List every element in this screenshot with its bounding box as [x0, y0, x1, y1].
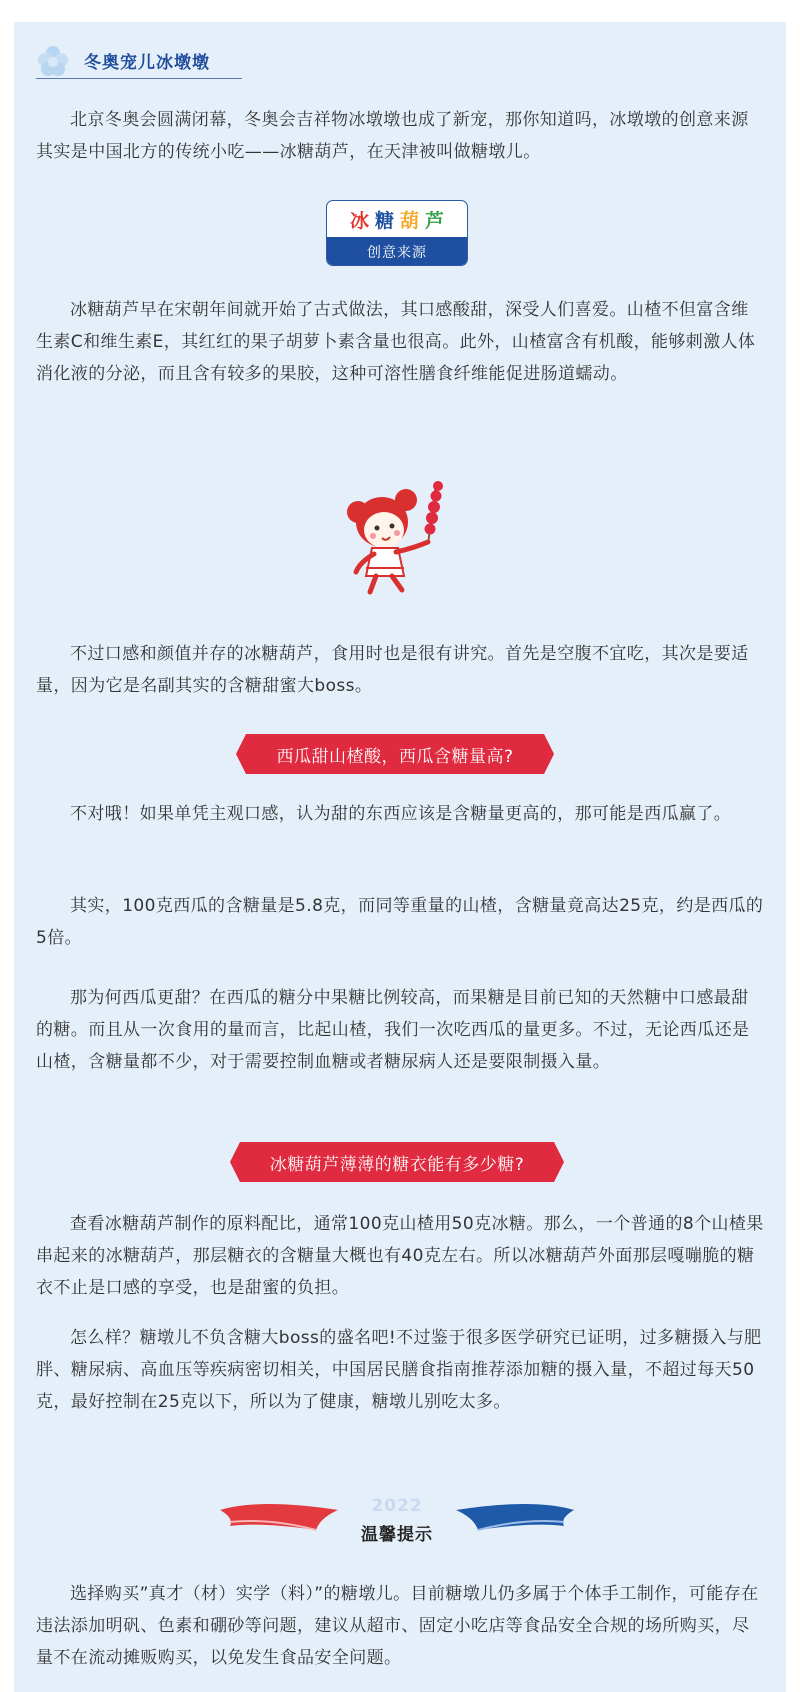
watermelon-paragraph-2: 其实，100克西瓜的含糖量是5.8克，而同等重量的山楂，含糖量竟高达25克，约是西瓜的5倍。 [36, 896, 764, 948]
question-banner-sugar-coating [230, 1142, 564, 1182]
snowflake-flower-icon [36, 44, 70, 78]
tips-year: 2022 [371, 1496, 423, 1516]
warm-tips-header [220, 1496, 574, 1556]
watermelon-paragraph-3: 那为何西瓜更甜？在西瓜的糖分中果糖比例较高，而果糖是目前已知的天然糖中口感最甜的糖。而且从一次食用的量而言，比起山楂，我们一次吃西瓜的量更多。不过，无论西瓜还是山楂，含糖量都不少，对于需要控制血糖或者糖尿病人还是要限制摄入量。 [36, 988, 750, 1072]
badge-char: 葫 [400, 209, 426, 232]
banner-text: 冰糖葫芦薄薄的糖衣能有多少糖? [269, 1154, 525, 1175]
history-paragraph: 冰糖葫芦早在宋朝年间就开始了古式做法，其口感酸甜，深受人们喜爱。山楂不但富含维生素C和维生素E，其红红的果子胡萝卜素含量也很高。此外，山楂富含有机酸，能够刺激人体消化液的分泌，而且含有较多的果胶，这种可溶性膳食纤维能促进肠道蠕动。 [36, 300, 756, 384]
badge-char: 芦 [425, 209, 445, 232]
sugar-paragraph-2: 怎么样？糖墩儿不负含糖大boss的盛名吧!不过鉴于很多医学研究已证明，过多糖摄入与肥胖、糖尿病、高血压等疾病密切相关，中国居民膳食指南推荐添加糖的摄入量，不超过每天50克，最好控制在25克以下，所以为了健康，糖墩儿别吃太多。 [36, 1328, 762, 1412]
tips-label: 温馨提示 [361, 1525, 433, 1545]
article-panel [14, 22, 786, 1692]
section-header [36, 44, 242, 82]
sugar-paragraph-1: 查看冰糖葫芦制作的原料配比，通常100克山楂用50克冰糖。那么，一个普通的8个山楂果串起来的冰糖葫芦，那层糖衣的含糖量大概也有40克左右。所以冰糖葫芦外面那层嘎嘣脆的糖衣不止是口感的享受，也是甜蜜的负担。 [36, 1214, 764, 1298]
intro-paragraph: 北京冬奥会圆满闭幕，冬奥会吉祥物冰墩墩也成了新宠，那你知道吗，冰墩墩的创意来源其实是中国北方的传统小吃——冰糖葫芦，在天津被叫做糖墩儿。 [36, 110, 749, 162]
tips-paragraph: 选择购买”真才（材）实学（料）”的糖墩儿。目前糖墩儿仍多属于个体手工制作，可能存在违法添加明矾、色素和硼砂等问题，建议从超市、固定小吃店等食品安全合规的场所购买，尽量不在流动摊贩购买，以免发生食品安全问题。 [36, 1584, 759, 1668]
question-banner-watermelon [236, 734, 554, 774]
section-underline [36, 78, 242, 79]
badge-char: 糖 [374, 209, 400, 232]
section-title: 冬奥宠儿冰墩墩 [84, 53, 210, 73]
badge-char: 冰 [349, 209, 375, 232]
girl-with-tanghulu-illustration [344, 478, 460, 598]
watermelon-paragraph-1: 不对哦！如果单凭主观口感，认为甜的东西应该是含糖量更高的，那可能是西瓜赢了。 [70, 804, 732, 824]
boss-paragraph: 不过口感和颜值并存的冰糖葫芦，食用时也是很有讲究。首先是空腹不宜吃，其次是要适量，因为它是名副其实的含糖甜蜜大boss。 [36, 644, 749, 696]
badge-subtitle: 创意来源 [327, 237, 467, 266]
banner-text: 西瓜甜山楂酸，西瓜含糖量高? [276, 746, 514, 767]
bingtang-hulu-badge [326, 200, 468, 266]
badge-title [327, 201, 467, 237]
